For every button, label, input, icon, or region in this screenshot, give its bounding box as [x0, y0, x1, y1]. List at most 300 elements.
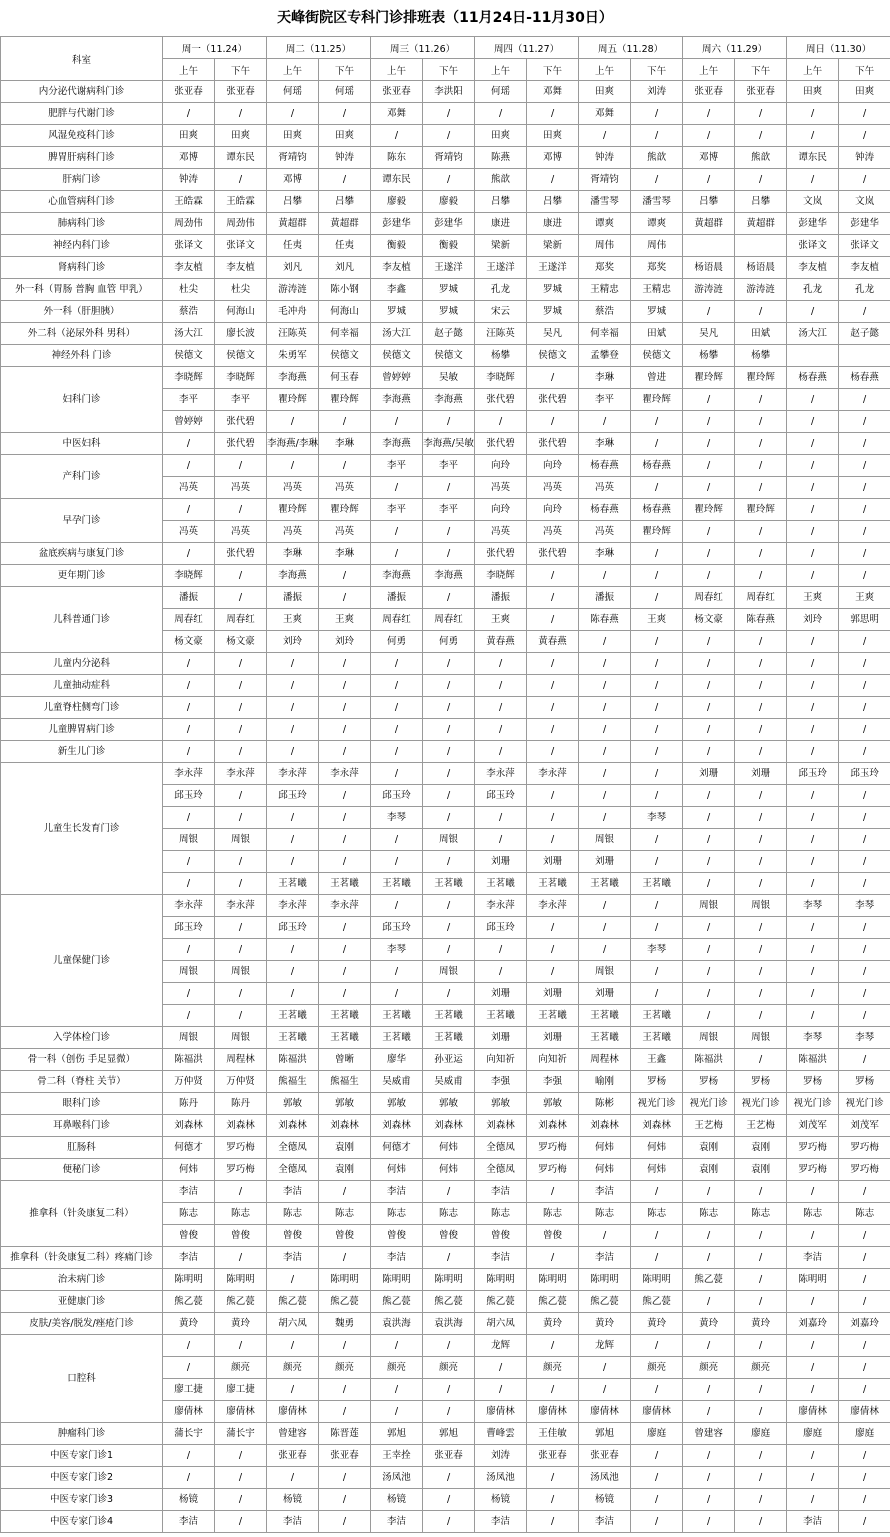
doctor-cell: / — [215, 939, 267, 961]
schedule-row — [1, 191, 890, 213]
doctor-cell: 张代碧 — [527, 389, 579, 411]
doctor-cell: 汤凤池 — [579, 1467, 631, 1489]
doctor-cell: 李洁 — [475, 1511, 527, 1533]
doctor-cell: / — [631, 763, 683, 785]
doctor-cell: / — [735, 785, 787, 807]
doctor-cell: 李海燕/吴敏 — [423, 433, 475, 455]
doctor-cell: / — [475, 103, 527, 125]
doctor-cell: / — [631, 411, 683, 433]
doctor-cell: 周春红 — [215, 609, 267, 631]
doctor-cell: / — [163, 653, 215, 675]
doctor-cell: / — [787, 939, 839, 961]
doctor-cell: 康进 — [475, 213, 527, 235]
doctor-cell: / — [683, 565, 735, 587]
doctor-cell: / — [735, 807, 787, 829]
doctor-cell: 王茗曦 — [371, 873, 423, 895]
doctor-cell: / — [735, 983, 787, 1005]
doctor-cell: / — [735, 433, 787, 455]
doctor-cell: 衡毅 — [371, 235, 423, 257]
doctor-cell: 李洁 — [267, 1181, 319, 1203]
doctor-cell: 何幸福 — [579, 323, 631, 345]
doctor-cell: / — [683, 829, 735, 851]
pm-header: 下午 — [735, 59, 787, 81]
doctor-cell: / — [735, 697, 787, 719]
doctor-cell: / — [475, 807, 527, 829]
doctor-cell: / — [839, 873, 890, 895]
doctor-cell: / — [683, 1489, 735, 1511]
doctor-cell: 刘森林 — [631, 1115, 683, 1137]
doctor-cell: 黄超群 — [735, 213, 787, 235]
doctor-cell: / — [371, 763, 423, 785]
doctor-cell: / — [527, 103, 579, 125]
doctor-cell: 李晓辉 — [163, 367, 215, 389]
doctor-cell: 瞿玲辉 — [267, 499, 319, 521]
doctor-cell: 邓博 — [163, 147, 215, 169]
doctor-cell: 廖长波 — [215, 323, 267, 345]
day-header: 周二（11.25） — [267, 37, 371, 59]
doctor-cell: 全德凤 — [475, 1159, 527, 1181]
doctor-cell: / — [787, 961, 839, 983]
doctor-cell: / — [735, 1489, 787, 1511]
doctor-cell: 刘涛 — [631, 81, 683, 103]
doctor-cell: 孔龙 — [787, 279, 839, 301]
doctor-cell: / — [683, 1401, 735, 1423]
doctor-cell: 邱玉玲 — [371, 917, 423, 939]
schedule-row — [1, 763, 890, 785]
doctor-cell: / — [267, 411, 319, 433]
doctor-cell: / — [683, 1181, 735, 1203]
day-header: 周一（11.24） — [163, 37, 267, 59]
doctor-cell: 廖庭 — [735, 1423, 787, 1445]
schedule-row — [1, 235, 890, 257]
doctor-cell: 李海燕 — [371, 389, 423, 411]
doctor-cell: / — [579, 411, 631, 433]
doctor-cell: / — [527, 785, 579, 807]
schedule-row — [1, 257, 890, 279]
doctor-cell: 龙辉 — [579, 1335, 631, 1357]
doctor-cell: / — [631, 1445, 683, 1467]
doctor-cell: / — [423, 653, 475, 675]
doctor-cell: / — [475, 653, 527, 675]
doctor-cell: / — [527, 939, 579, 961]
doctor-cell: 李永萍 — [215, 763, 267, 785]
doctor-cell: / — [683, 411, 735, 433]
doctor-cell: 田爽 — [163, 125, 215, 147]
department-name: 儿童脾胃病门诊 — [1, 719, 163, 741]
doctor-cell: / — [787, 851, 839, 873]
doctor-cell: / — [839, 389, 890, 411]
doctor-cell: 罗城 — [423, 279, 475, 301]
doctor-cell: 王茗曦 — [579, 1027, 631, 1049]
doctor-cell: / — [475, 1357, 527, 1379]
doctor-cell: / — [631, 697, 683, 719]
doctor-cell: 李友植 — [215, 257, 267, 279]
doctor-cell: 李琴 — [787, 895, 839, 917]
doctor-cell: 全德凤 — [475, 1137, 527, 1159]
doctor-cell: / — [631, 653, 683, 675]
doctor-cell: 田爽 — [475, 125, 527, 147]
doctor-cell: / — [215, 1489, 267, 1511]
doctor-cell: 杨攀 — [735, 345, 787, 367]
schedule-row — [1, 741, 890, 763]
doctor-cell: 廖倩林 — [475, 1401, 527, 1423]
doctor-cell: 李琳 — [267, 543, 319, 565]
doctor-cell: 王茗曦 — [579, 1005, 631, 1027]
doctor-cell: / — [423, 741, 475, 763]
doctor-cell: 视光门诊 — [631, 1093, 683, 1115]
doctor-cell: / — [683, 873, 735, 895]
doctor-cell: 杨春燕 — [787, 367, 839, 389]
doctor-cell: 周程林 — [215, 1049, 267, 1071]
doctor-cell: 任夷 — [319, 235, 371, 257]
doctor-cell: / — [475, 961, 527, 983]
doctor-cell: 王幸拴 — [371, 1445, 423, 1467]
doctor-cell: / — [319, 1247, 371, 1269]
department-name: 中医专家门诊1 — [1, 1445, 163, 1467]
doctor-cell: 陈丹 — [163, 1093, 215, 1115]
doctor-cell: / — [215, 499, 267, 521]
doctor-cell: 黄超群 — [319, 213, 371, 235]
doctor-cell: 蒲长宇 — [163, 1423, 215, 1445]
doctor-cell: 杨镜 — [371, 1489, 423, 1511]
doctor-cell: 黄春燕 — [527, 631, 579, 653]
doctor-cell: / — [423, 719, 475, 741]
doctor-cell: 郭敏 — [267, 1093, 319, 1115]
doctor-cell: / — [319, 1379, 371, 1401]
doctor-cell: / — [319, 961, 371, 983]
doctor-cell: / — [631, 1335, 683, 1357]
doctor-cell: / — [839, 1247, 890, 1269]
doctor-cell: / — [839, 1335, 890, 1357]
doctor-cell: / — [371, 675, 423, 697]
doctor-cell: / — [839, 1225, 890, 1247]
doctor-cell: 汤大江 — [163, 323, 215, 345]
doctor-cell: 曾婷婷 — [371, 367, 423, 389]
doctor-cell: 曾俊 — [319, 1225, 371, 1247]
department-name: 口腔科 — [1, 1335, 163, 1423]
doctor-cell: 刘珊 — [735, 763, 787, 785]
doctor-cell: / — [787, 1005, 839, 1027]
doctor-cell: 李洁 — [579, 1511, 631, 1533]
department-name: 肛肠科 — [1, 1137, 163, 1159]
doctor-cell: 颜亮 — [371, 1357, 423, 1379]
doctor-cell: 梁新 — [527, 235, 579, 257]
doctor-cell: 曾俊 — [475, 1225, 527, 1247]
doctor-cell — [839, 345, 890, 367]
doctor-cell: 刘森林 — [319, 1115, 371, 1137]
doctor-cell: / — [371, 1401, 423, 1423]
day-header: 周六（11.29） — [683, 37, 787, 59]
doctor-cell: / — [423, 1335, 475, 1357]
doctor-cell: / — [735, 1511, 787, 1533]
doctor-cell: 彭建华 — [371, 213, 423, 235]
doctor-cell: 李平 — [371, 455, 423, 477]
doctor-cell: / — [267, 829, 319, 851]
doctor-cell: 陈春燕 — [579, 609, 631, 631]
doctor-cell: 熊歆 — [631, 147, 683, 169]
doctor-cell: / — [423, 1467, 475, 1489]
doctor-cell: / — [735, 477, 787, 499]
doctor-cell: / — [787, 653, 839, 675]
doctor-cell: 张译文 — [163, 235, 215, 257]
doctor-cell: 胥靖钧 — [267, 147, 319, 169]
schedule-table — [0, 36, 890, 1533]
doctor-cell: 杨春燕 — [631, 499, 683, 521]
doctor-cell — [735, 235, 787, 257]
doctor-cell: / — [631, 1181, 683, 1203]
doctor-cell: / — [163, 983, 215, 1005]
doctor-cell: 彭建华 — [423, 213, 475, 235]
department-name: 新生儿门诊 — [1, 741, 163, 763]
doctor-cell: 李洁 — [371, 1181, 423, 1203]
doctor-cell: 李晓辉 — [475, 565, 527, 587]
am-header: 上午 — [267, 59, 319, 81]
doctor-cell: 李琴 — [371, 939, 423, 961]
doctor-cell: 钟涛 — [839, 147, 890, 169]
doctor-cell: / — [839, 565, 890, 587]
doctor-cell: / — [787, 785, 839, 807]
doctor-cell: / — [735, 125, 787, 147]
doctor-cell: 杨攀 — [475, 345, 527, 367]
doctor-cell: 邱玉玲 — [163, 785, 215, 807]
doctor-cell: 游涛涟 — [267, 279, 319, 301]
doctor-cell: 袁刚 — [735, 1159, 787, 1181]
doctor-cell: 张译文 — [787, 235, 839, 257]
doctor-cell: / — [683, 543, 735, 565]
doctor-cell: 王茗曦 — [267, 873, 319, 895]
doctor-cell: / — [735, 169, 787, 191]
doctor-cell: / — [839, 719, 890, 741]
doctor-cell: 李晓辉 — [163, 565, 215, 587]
doctor-cell: 刘玲 — [267, 631, 319, 653]
doctor-cell: / — [423, 807, 475, 829]
doctor-cell: 李琴 — [371, 807, 423, 829]
doctor-cell: / — [215, 785, 267, 807]
doctor-cell: / — [423, 103, 475, 125]
doctor-cell: 李平 — [215, 389, 267, 411]
doctor-cell: 何德才 — [163, 1137, 215, 1159]
doctor-cell: 万仲贤 — [163, 1071, 215, 1093]
doctor-cell: 刘嘉玲 — [787, 1313, 839, 1335]
doctor-cell: / — [787, 389, 839, 411]
doctor-cell: / — [163, 675, 215, 697]
doctor-cell: / — [475, 1379, 527, 1401]
doctor-cell: 胥靖钧 — [579, 169, 631, 191]
schedule-row — [1, 169, 890, 191]
doctor-cell: / — [579, 763, 631, 785]
doctor-cell: / — [839, 499, 890, 521]
department-name: 外一科（胃肠 普胸 血管 甲乳） — [1, 279, 163, 301]
doctor-cell: / — [735, 1401, 787, 1423]
doctor-cell: / — [267, 719, 319, 741]
doctor-cell: 罗城 — [527, 301, 579, 323]
doctor-cell: / — [163, 851, 215, 873]
doctor-cell: / — [215, 1005, 267, 1027]
department-name: 儿童抽动症科 — [1, 675, 163, 697]
doctor-cell: 侯德文 — [215, 345, 267, 367]
doctor-cell: 潘振 — [163, 587, 215, 609]
doctor-cell: 李琴 — [787, 1027, 839, 1049]
doctor-cell: 李晓辉 — [475, 367, 527, 389]
doctor-cell: / — [683, 631, 735, 653]
doctor-cell: 李海燕 — [423, 389, 475, 411]
doctor-cell: / — [735, 917, 787, 939]
doctor-cell: 李强 — [475, 1071, 527, 1093]
doctor-cell: 吴凡 — [527, 323, 579, 345]
doctor-cell: / — [735, 1291, 787, 1313]
doctor-cell: 张代碧 — [527, 433, 579, 455]
doctor-cell: 陈明明 — [527, 1269, 579, 1291]
doctor-cell: / — [683, 697, 735, 719]
doctor-cell: / — [163, 455, 215, 477]
doctor-cell: 朱勇军 — [267, 345, 319, 367]
doctor-cell: / — [319, 169, 371, 191]
doctor-cell: / — [631, 543, 683, 565]
am-header: 上午 — [579, 59, 631, 81]
doctor-cell: / — [475, 697, 527, 719]
doctor-cell: / — [735, 1467, 787, 1489]
doctor-cell: / — [527, 1181, 579, 1203]
doctor-cell: 罗巧梅 — [839, 1159, 890, 1181]
doctor-cell: 何炜 — [423, 1159, 475, 1181]
doctor-cell: 胡六凤 — [475, 1313, 527, 1335]
schedule-row — [1, 1071, 890, 1093]
doctor-cell: / — [631, 719, 683, 741]
doctor-cell: / — [735, 1225, 787, 1247]
doctor-cell: 陈福洪 — [683, 1049, 735, 1071]
doctor-cell: 潘雪琴 — [631, 191, 683, 213]
doctor-cell: / — [787, 565, 839, 587]
doctor-cell: 李洁 — [163, 1181, 215, 1203]
doctor-cell: / — [631, 103, 683, 125]
doctor-cell: 蒲长宇 — [215, 1423, 267, 1445]
doctor-cell: 邱玉玲 — [839, 763, 890, 785]
doctor-cell: 王茗曦 — [319, 1027, 371, 1049]
doctor-cell: 彭建华 — [839, 213, 890, 235]
schedule-row — [1, 1335, 890, 1357]
doctor-cell: / — [631, 1467, 683, 1489]
doctor-cell: / — [683, 1247, 735, 1269]
doctor-cell: 周春红 — [683, 587, 735, 609]
doctor-cell: 王遂洋 — [475, 257, 527, 279]
doctor-cell: 张亚春 — [527, 1445, 579, 1467]
doctor-cell: / — [735, 851, 787, 873]
doctor-cell: 侯德文 — [423, 345, 475, 367]
doctor-cell: 李友植 — [371, 257, 423, 279]
doctor-cell: 罗巧梅 — [527, 1159, 579, 1181]
doctor-cell: / — [527, 829, 579, 851]
doctor-cell: 视光门诊 — [787, 1093, 839, 1115]
pm-header: 下午 — [215, 59, 267, 81]
doctor-cell: 钟涛 — [163, 169, 215, 191]
doctor-cell: / — [319, 807, 371, 829]
doctor-cell: 颜亮 — [735, 1357, 787, 1379]
department-name: 脾胃肝病科门诊 — [1, 147, 163, 169]
doctor-cell: / — [839, 1489, 890, 1511]
doctor-cell: 李洪阳 — [423, 81, 475, 103]
schedule-row — [1, 433, 890, 455]
doctor-cell: 周银 — [163, 1027, 215, 1049]
doctor-cell: 李友植 — [839, 257, 890, 279]
doctor-cell: 吕攀 — [527, 191, 579, 213]
doctor-cell: / — [423, 1379, 475, 1401]
doctor-cell: 李海燕 — [267, 367, 319, 389]
doctor-cell: / — [579, 895, 631, 917]
doctor-cell: 张亚春 — [163, 81, 215, 103]
doctor-cell: 曾俊 — [527, 1225, 579, 1247]
doctor-cell: 谭爽 — [631, 213, 683, 235]
department-name: 肾病科门诊 — [1, 257, 163, 279]
doctor-cell: / — [371, 741, 423, 763]
schedule-row — [1, 543, 890, 565]
doctor-cell: 王佳敏 — [527, 1423, 579, 1445]
doctor-cell: / — [267, 1467, 319, 1489]
doctor-cell: / — [371, 125, 423, 147]
doctor-cell: 曾婷婷 — [163, 411, 215, 433]
schedule-row — [1, 1027, 890, 1049]
doctor-cell: / — [735, 301, 787, 323]
doctor-cell: 熊乙甍 — [267, 1291, 319, 1313]
doctor-cell: 周银 — [215, 829, 267, 851]
doctor-cell: 熊乙甍 — [683, 1269, 735, 1291]
doctor-cell: 陈志 — [527, 1203, 579, 1225]
doctor-cell: / — [527, 719, 579, 741]
doctor-cell: 邓舞 — [527, 81, 579, 103]
doctor-cell: / — [215, 653, 267, 675]
doctor-cell: 李海燕 — [371, 433, 423, 455]
doctor-cell: / — [163, 543, 215, 565]
pm-header: 下午 — [631, 59, 683, 81]
doctor-cell: 熊歆 — [735, 147, 787, 169]
doctor-cell: / — [683, 851, 735, 873]
doctor-cell: / — [267, 697, 319, 719]
doctor-cell: 李永萍 — [267, 763, 319, 785]
doctor-cell: 颜亮 — [683, 1357, 735, 1379]
doctor-cell: / — [579, 785, 631, 807]
doctor-cell: / — [163, 719, 215, 741]
doctor-cell: 蔡浩 — [163, 301, 215, 323]
doctor-cell: / — [267, 939, 319, 961]
doctor-cell: 李海燕 — [371, 565, 423, 587]
doctor-cell: 李鑫 — [371, 279, 423, 301]
doctor-cell: / — [423, 587, 475, 609]
schedule-row — [1, 345, 890, 367]
doctor-cell: / — [371, 829, 423, 851]
doctor-cell: / — [423, 1489, 475, 1511]
doctor-cell: / — [787, 169, 839, 191]
doctor-cell: / — [319, 983, 371, 1005]
doctor-cell: / — [735, 1181, 787, 1203]
doctor-cell: 孙亚运 — [423, 1049, 475, 1071]
doctor-cell: 王爽 — [475, 609, 527, 631]
pm-header: 下午 — [319, 59, 371, 81]
doctor-cell: 李友植 — [787, 257, 839, 279]
doctor-cell: / — [631, 433, 683, 455]
doctor-cell: 李永萍 — [475, 763, 527, 785]
doctor-cell: 杨文豪 — [215, 631, 267, 653]
doctor-cell: 陈明明 — [215, 1269, 267, 1291]
doctor-cell: 李洁 — [579, 1181, 631, 1203]
doctor-cell: / — [423, 697, 475, 719]
department-name: 皮肤/美容/脱发/痤疮门诊 — [1, 1313, 163, 1335]
doctor-cell: / — [475, 675, 527, 697]
doctor-cell: 罗巧梅 — [527, 1137, 579, 1159]
doctor-cell: / — [267, 807, 319, 829]
doctor-cell: / — [839, 785, 890, 807]
doctor-cell: / — [787, 697, 839, 719]
doctor-cell: 全德凤 — [267, 1137, 319, 1159]
doctor-cell: 颜亮 — [267, 1357, 319, 1379]
